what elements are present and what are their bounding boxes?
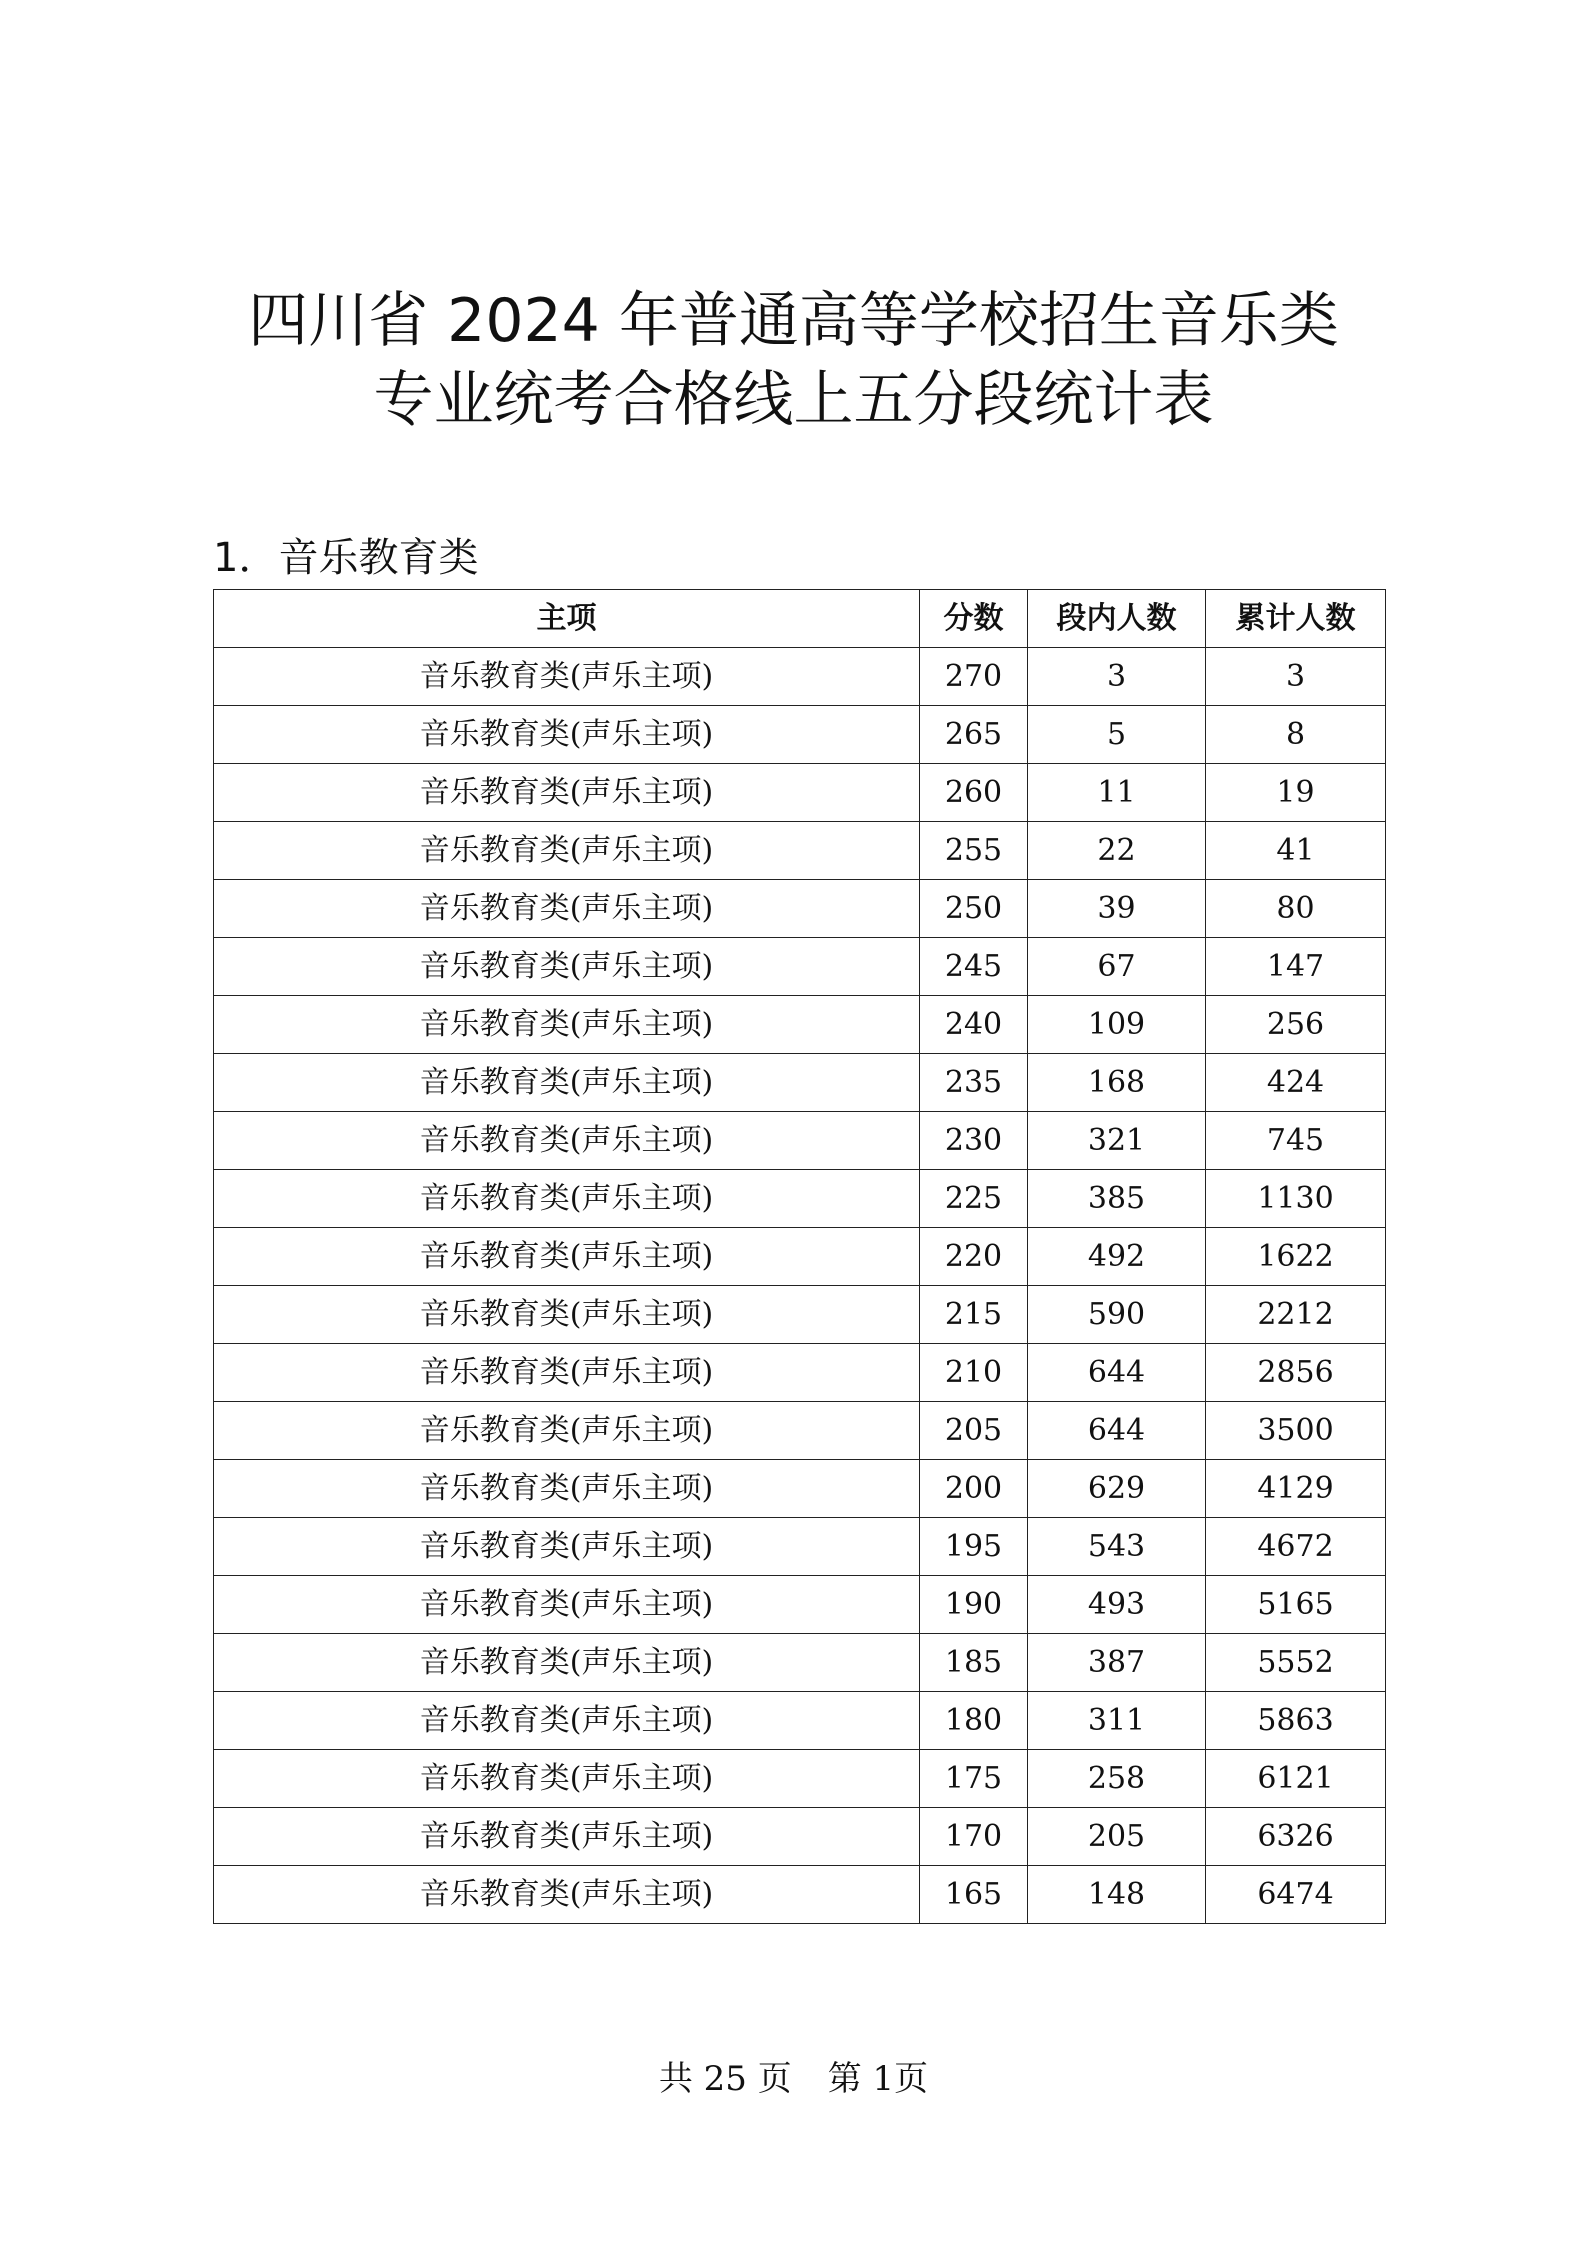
- cell-cumulative-count: 80: [1206, 880, 1386, 938]
- header-major-item: 主项: [214, 590, 920, 648]
- table-row: [214, 764, 1386, 822]
- cell-cumulative-count: 1622: [1206, 1228, 1386, 1286]
- table-row: [214, 1170, 1386, 1228]
- cell-cumulative-count: 3: [1206, 648, 1386, 706]
- table-header-row: [214, 590, 1386, 648]
- cell-cumulative-count: 19: [1206, 764, 1386, 822]
- cell-score: 185: [920, 1634, 1028, 1692]
- cell-cumulative-count: 5552: [1206, 1634, 1386, 1692]
- cell-segment-count: 311: [1028, 1692, 1206, 1750]
- cell-segment-count: 5: [1028, 706, 1206, 764]
- cell-segment-count: 629: [1028, 1460, 1206, 1518]
- cell-major-item: 音乐教育类(声乐主项): [214, 1460, 920, 1518]
- cell-major-item: 音乐教育类(声乐主项): [214, 764, 920, 822]
- document-title-line-1: 四川省 2024 年普通高等学校招生音乐类: [248, 286, 1339, 356]
- table-row: [214, 822, 1386, 880]
- cell-major-item: 音乐教育类(声乐主项): [214, 1286, 920, 1344]
- cell-major-item: 音乐教育类(声乐主项): [214, 996, 920, 1054]
- cell-cumulative-count: 4672: [1206, 1518, 1386, 1576]
- cell-cumulative-count: 147: [1206, 938, 1386, 996]
- cell-major-item: 音乐教育类(声乐主项): [214, 880, 920, 938]
- cell-score: 175: [920, 1750, 1028, 1808]
- cell-major-item: 音乐教育类(声乐主项): [214, 1112, 920, 1170]
- cell-segment-count: 321: [1028, 1112, 1206, 1170]
- cell-major-item: 音乐教育类(声乐主项): [214, 938, 920, 996]
- cell-score: 235: [920, 1054, 1028, 1112]
- cell-score: 255: [920, 822, 1028, 880]
- table-row: [214, 1750, 1386, 1808]
- cell-cumulative-count: 41: [1206, 822, 1386, 880]
- table-row: [214, 1112, 1386, 1170]
- table-row: [214, 706, 1386, 764]
- cell-cumulative-count: 424: [1206, 1054, 1386, 1112]
- cell-segment-count: 67: [1028, 938, 1206, 996]
- header-score: 分数: [920, 590, 1028, 648]
- cell-cumulative-count: 2212: [1206, 1286, 1386, 1344]
- cell-segment-count: 148: [1028, 1866, 1206, 1924]
- cell-segment-count: 168: [1028, 1054, 1206, 1112]
- footer-total-pages: 共 25 页: [658, 2059, 792, 2099]
- cell-segment-count: 543: [1028, 1518, 1206, 1576]
- table-row: [214, 1808, 1386, 1866]
- cell-cumulative-count: 256: [1206, 996, 1386, 1054]
- table-row: [214, 1402, 1386, 1460]
- table-row: [214, 1228, 1386, 1286]
- table-row: [214, 1286, 1386, 1344]
- table-row: [214, 1344, 1386, 1402]
- cell-segment-count: 258: [1028, 1750, 1206, 1808]
- cell-segment-count: 492: [1028, 1228, 1206, 1286]
- cell-major-item: 音乐教育类(声乐主项): [214, 1634, 920, 1692]
- cell-cumulative-count: 5165: [1206, 1576, 1386, 1634]
- cell-major-item: 音乐教育类(声乐主项): [214, 1344, 920, 1402]
- cell-cumulative-count: 1130: [1206, 1170, 1386, 1228]
- cell-score: 220: [920, 1228, 1028, 1286]
- cell-major-item: 音乐教育类(声乐主项): [214, 706, 920, 764]
- table-body: [214, 648, 1386, 1924]
- table-row: [214, 996, 1386, 1054]
- table-row: [214, 1460, 1386, 1518]
- cell-segment-count: 3: [1028, 648, 1206, 706]
- cell-score: 230: [920, 1112, 1028, 1170]
- cell-cumulative-count: 2856: [1206, 1344, 1386, 1402]
- cell-segment-count: 109: [1028, 996, 1206, 1054]
- table-row: [214, 1692, 1386, 1750]
- cell-segment-count: 39: [1028, 880, 1206, 938]
- header-cumulative-count: 累计人数: [1206, 590, 1386, 648]
- cell-segment-count: 11: [1028, 764, 1206, 822]
- cell-segment-count: 22: [1028, 822, 1206, 880]
- cell-cumulative-count: 6121: [1206, 1750, 1386, 1808]
- cell-segment-count: 205: [1028, 1808, 1206, 1866]
- cell-score: 225: [920, 1170, 1028, 1228]
- cell-cumulative-count: 745: [1206, 1112, 1386, 1170]
- score-distribution-table: [213, 589, 1386, 1924]
- table-row: [214, 880, 1386, 938]
- cell-cumulative-count: 3500: [1206, 1402, 1386, 1460]
- cell-score: 200: [920, 1460, 1028, 1518]
- cell-score: 165: [920, 1866, 1028, 1924]
- table-row: [214, 1576, 1386, 1634]
- table-row: [214, 1866, 1386, 1924]
- footer-current-page: 第 1页: [827, 2059, 929, 2099]
- cell-score: 170: [920, 1808, 1028, 1866]
- cell-score: 195: [920, 1518, 1028, 1576]
- header-segment-count: 段内人数: [1028, 590, 1206, 648]
- cell-score: 270: [920, 648, 1028, 706]
- cell-major-item: 音乐教育类(声乐主项): [214, 822, 920, 880]
- cell-major-item: 音乐教育类(声乐主项): [214, 1808, 920, 1866]
- cell-segment-count: 493: [1028, 1576, 1206, 1634]
- cell-segment-count: 385: [1028, 1170, 1206, 1228]
- table-row: [214, 1634, 1386, 1692]
- cell-segment-count: 644: [1028, 1344, 1206, 1402]
- cell-cumulative-count: 8: [1206, 706, 1386, 764]
- table-row: [214, 1518, 1386, 1576]
- cell-score: 190: [920, 1576, 1028, 1634]
- cell-major-item: 音乐教育类(声乐主项): [214, 1170, 920, 1228]
- cell-score: 180: [920, 1692, 1028, 1750]
- cell-score: 245: [920, 938, 1028, 996]
- cell-segment-count: 644: [1028, 1402, 1206, 1460]
- cell-score: 250: [920, 880, 1028, 938]
- cell-score: 215: [920, 1286, 1028, 1344]
- cell-major-item: 音乐教育类(声乐主项): [214, 1866, 920, 1924]
- cell-cumulative-count: 6474: [1206, 1866, 1386, 1924]
- cell-cumulative-count: 6326: [1206, 1808, 1386, 1866]
- cell-cumulative-count: 5863: [1206, 1692, 1386, 1750]
- section-heading: 1．音乐教育类: [213, 535, 479, 581]
- cell-major-item: 音乐教育类(声乐主项): [214, 1692, 920, 1750]
- cell-major-item: 音乐教育类(声乐主项): [214, 1054, 920, 1112]
- table-row: [214, 1054, 1386, 1112]
- cell-cumulative-count: 4129: [1206, 1460, 1386, 1518]
- table-row: [214, 938, 1386, 996]
- cell-score: 265: [920, 706, 1028, 764]
- cell-score: 205: [920, 1402, 1028, 1460]
- cell-score: 260: [920, 764, 1028, 822]
- cell-score: 240: [920, 996, 1028, 1054]
- table-row: [214, 648, 1386, 706]
- cell-major-item: 音乐教育类(声乐主项): [214, 648, 920, 706]
- cell-segment-count: 590: [1028, 1286, 1206, 1344]
- cell-score: 210: [920, 1344, 1028, 1402]
- cell-major-item: 音乐教育类(声乐主项): [214, 1750, 920, 1808]
- cell-major-item: 音乐教育类(声乐主项): [214, 1402, 920, 1460]
- cell-major-item: 音乐教育类(声乐主项): [214, 1576, 920, 1634]
- cell-major-item: 音乐教育类(声乐主项): [214, 1228, 920, 1286]
- document-title-line-2: 专业统考合格线上五分段统计表: [373, 365, 1214, 435]
- cell-major-item: 音乐教育类(声乐主项): [214, 1518, 920, 1576]
- cell-segment-count: 387: [1028, 1634, 1206, 1692]
- page-footer: [0, 2054, 1587, 2104]
